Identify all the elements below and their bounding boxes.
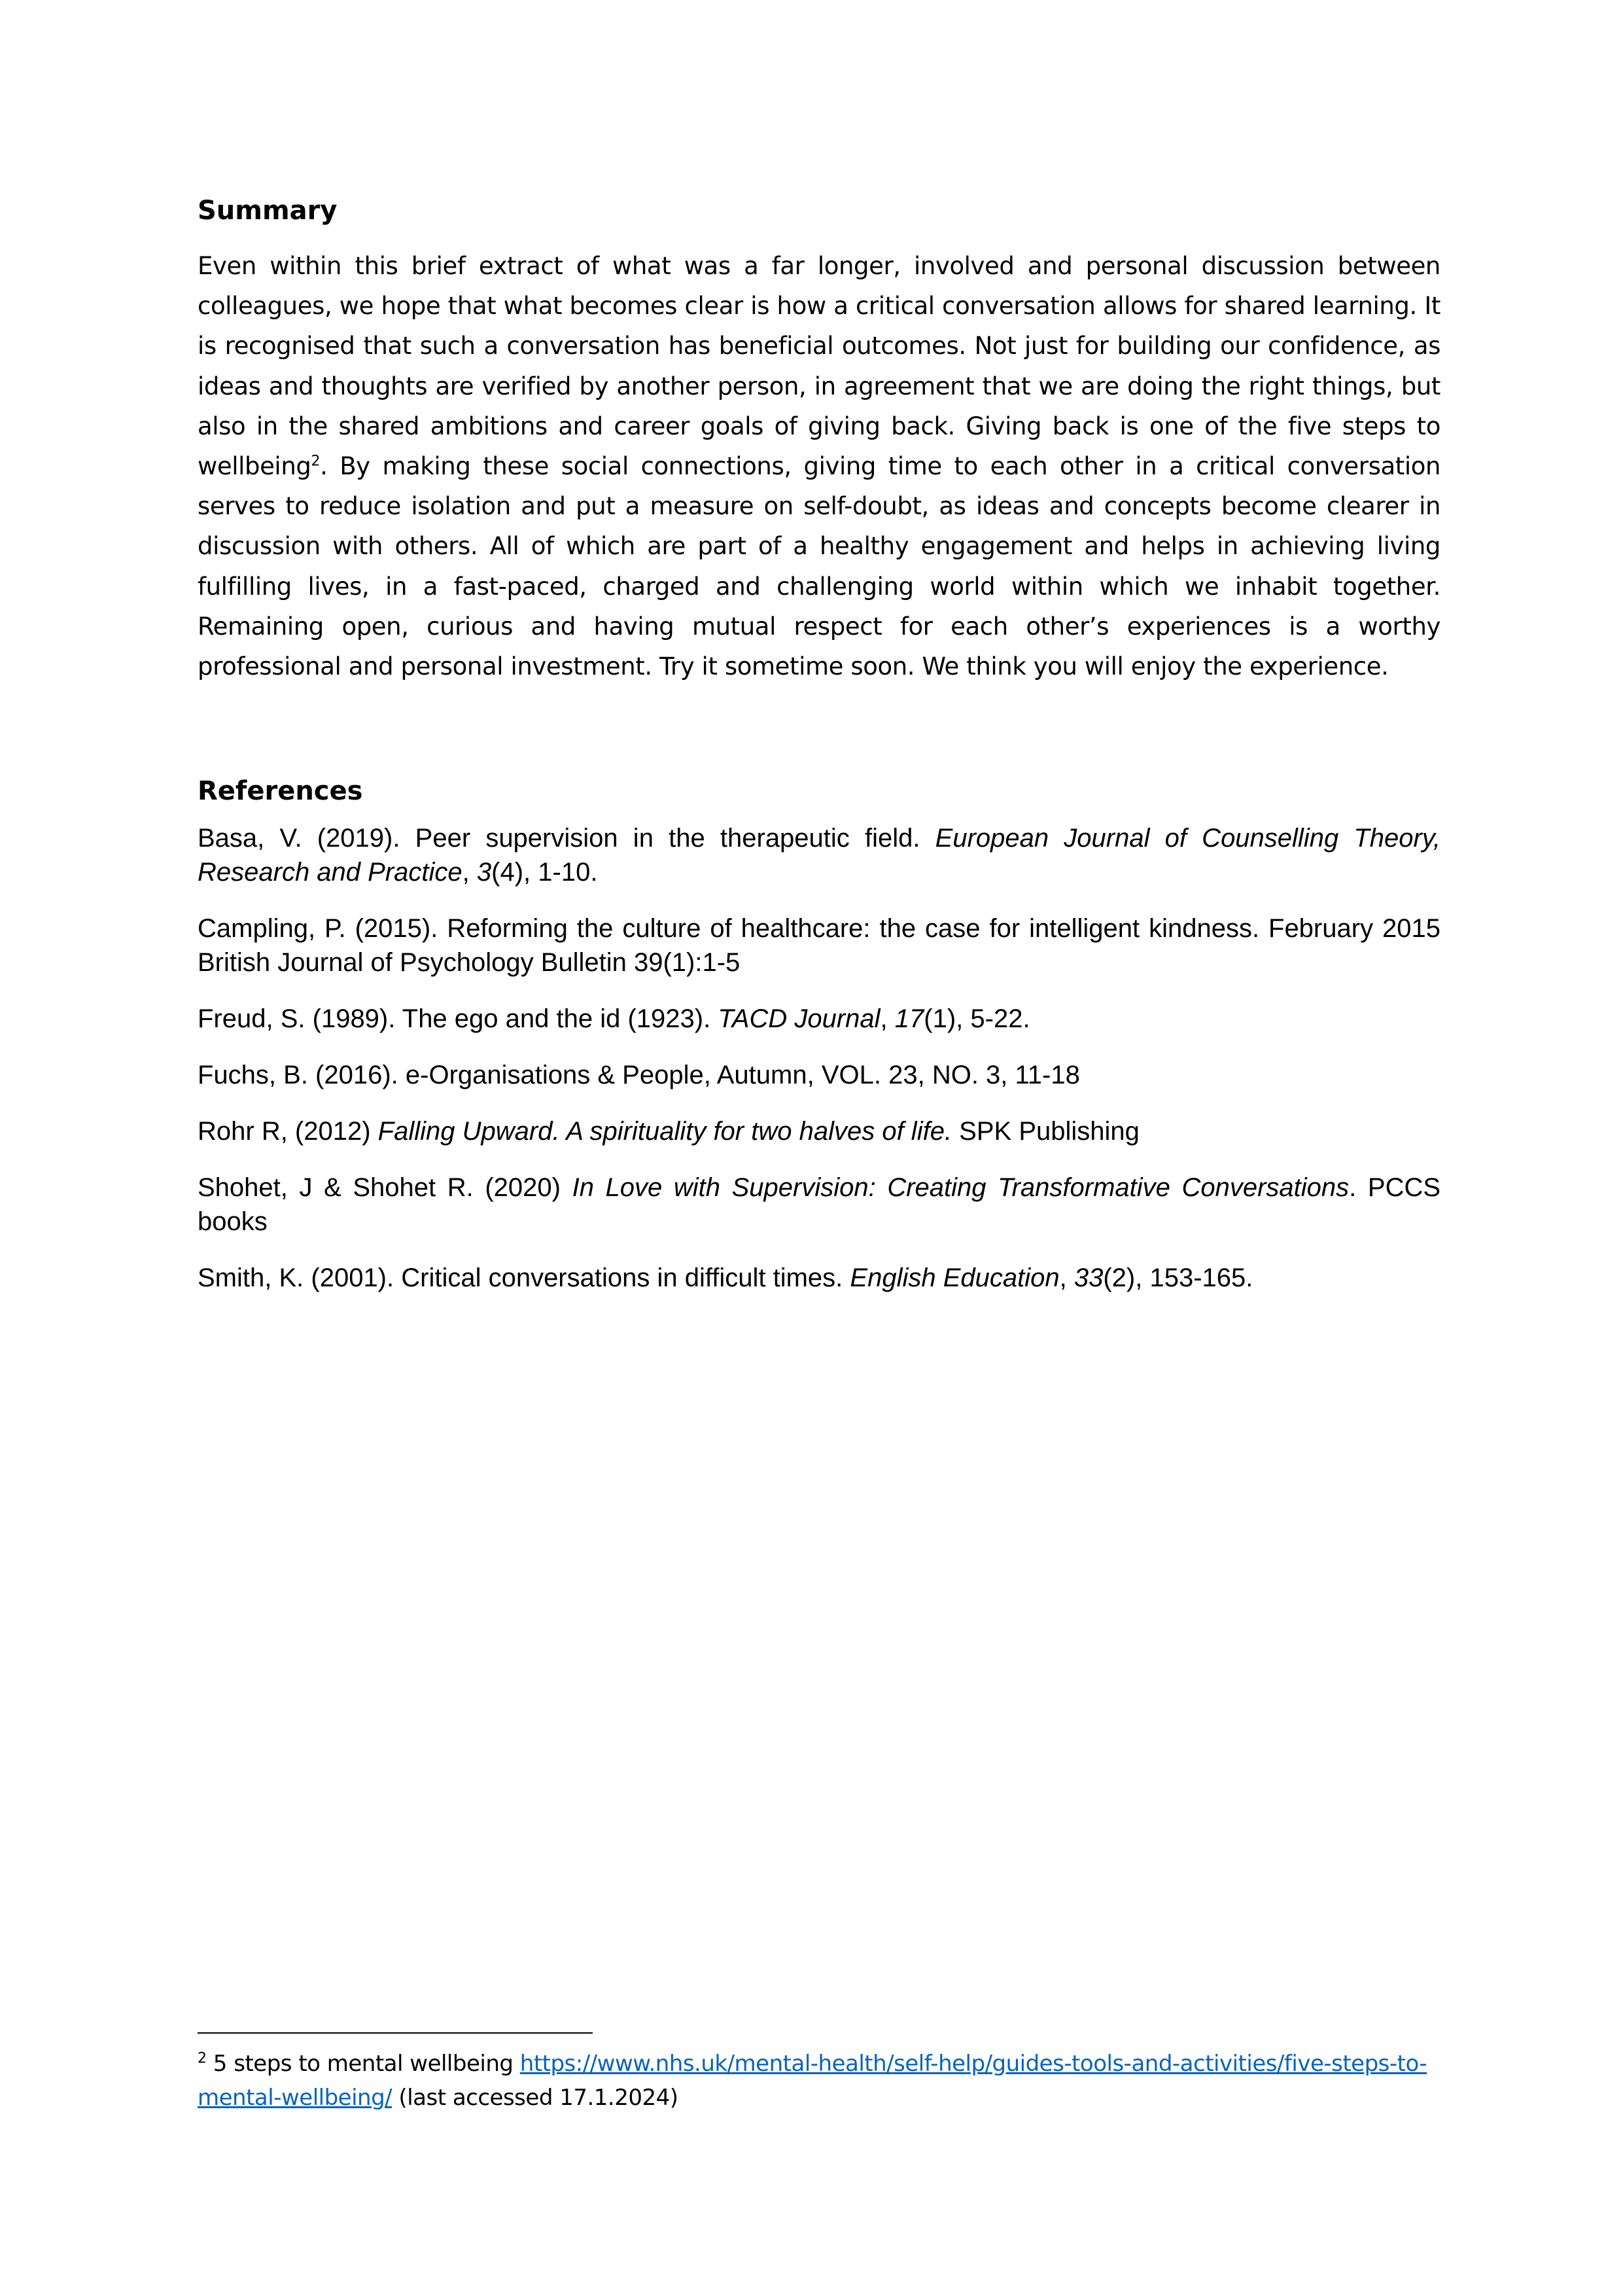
footnote-separator [198,2032,593,2034]
ref-text: Shohet, J & Shohet R. (2020) [198,1173,572,1203]
summary-text-part2: . By making these social connections, giving time to each other in a critical conversation serves to reduce isolation and put a measure on self-doubt, as ideas and concepts become clearer in discussion with others. All of which are part of a healthy engagement and helps in achieving living fulfilling lives, in a fast-paced, charged and challenging world within which we inhabit together. Remaining open, curious and having mutual respect for each other’s experiences is a worthy professional and personal investment. Try it sometime soon. We think you will enjoy the experience. [198,452,1440,681]
ref-text: , [1059,1263,1074,1293]
ref-text: (1), 5-22. [924,1004,1030,1034]
summary-paragraph [198,246,1440,686]
footnote-link[interactable]: https://www.nhs.uk/mental-health/self-help/guides-tools-and-activities/five-steps-to-mental-wellbeing/ [198,2051,1427,2111]
ref-text: Basa, V. (2019). Peer supervision in the therapeutic field. [198,824,935,853]
ref-text: . PCCS books [198,1173,1441,1237]
reference-item [198,1114,1440,1148]
ref-title: In Love with Supervision: Creating Transformative Conversations [572,1173,1350,1203]
ref-text: Freud, S. (1989). The ego and the id (1923). [198,1004,718,1034]
footnote-suffix: (last accessed 17.1.2024) [392,2085,678,2111]
ref-text: Smith, K. (2001). Critical conversations in difficult times. [198,1263,850,1293]
reference-item [198,1002,1440,1036]
footnote-marker: 2 [198,2050,207,2067]
footnote-reference[interactable]: 2 [311,453,321,470]
ref-title: English Education [850,1263,1060,1293]
ref-title: Falling Upward. A spirituality for two halves of life. [377,1117,952,1146]
footnote-text: 5 steps to mental wellbeing [206,2051,520,2077]
ref-text: Fuchs, B. (2016). e-Organisations & People, Autumn, VOL. 23, NO. 3, 11-18 [198,1061,1080,1090]
ref-text: , [462,858,477,887]
reference-item [198,1261,1440,1295]
summary-heading: Summary [198,196,338,226]
footnote [198,2047,1440,2115]
ref-text: (4), 1-10. [491,858,598,887]
references-heading: References [198,776,363,807]
page-content [198,194,1440,1317]
reference-list [198,821,1440,1295]
reference-item [198,1171,1440,1239]
ref-title: TACD Journal [718,1004,881,1034]
ref-volume: 33 [1073,1263,1104,1293]
reference-item [198,1058,1440,1092]
ref-title: European Journal of Counselling Theory, Research and Practice [198,824,1441,887]
summary-text-part1: Even within this brief extract of what was a far longer, involved and personal discussion between colleagues, we hope that what becomes clear is how a critical conversation allows for shared learning. It is recognised that such a conversation has beneficial outcomes. Not just for building our confidence, as ideas and thoughts are verified by another person, in agreement that we are doing the right things, but also in the shared ambitions and career goals of giving back. Giving back is one of the five steps to wellbeing [198,252,1440,481]
ref-volume: 17 [894,1004,924,1034]
reference-item [198,821,1440,889]
ref-text: Rohr R, (2012) [198,1117,378,1146]
ref-text: (2), 153-165. [1103,1263,1253,1293]
ref-text: Campling, P. (2015). Reforming the culture of healthcare: the case for intelligent kindness. February 2015 British Journal of Psychology Bulletin 39(1):1-5 [198,914,1440,978]
reference-item [198,911,1440,980]
ref-volume: 3 [476,858,492,887]
ref-text: , [880,1004,895,1034]
ref-text: SPK Publishing [952,1117,1140,1146]
